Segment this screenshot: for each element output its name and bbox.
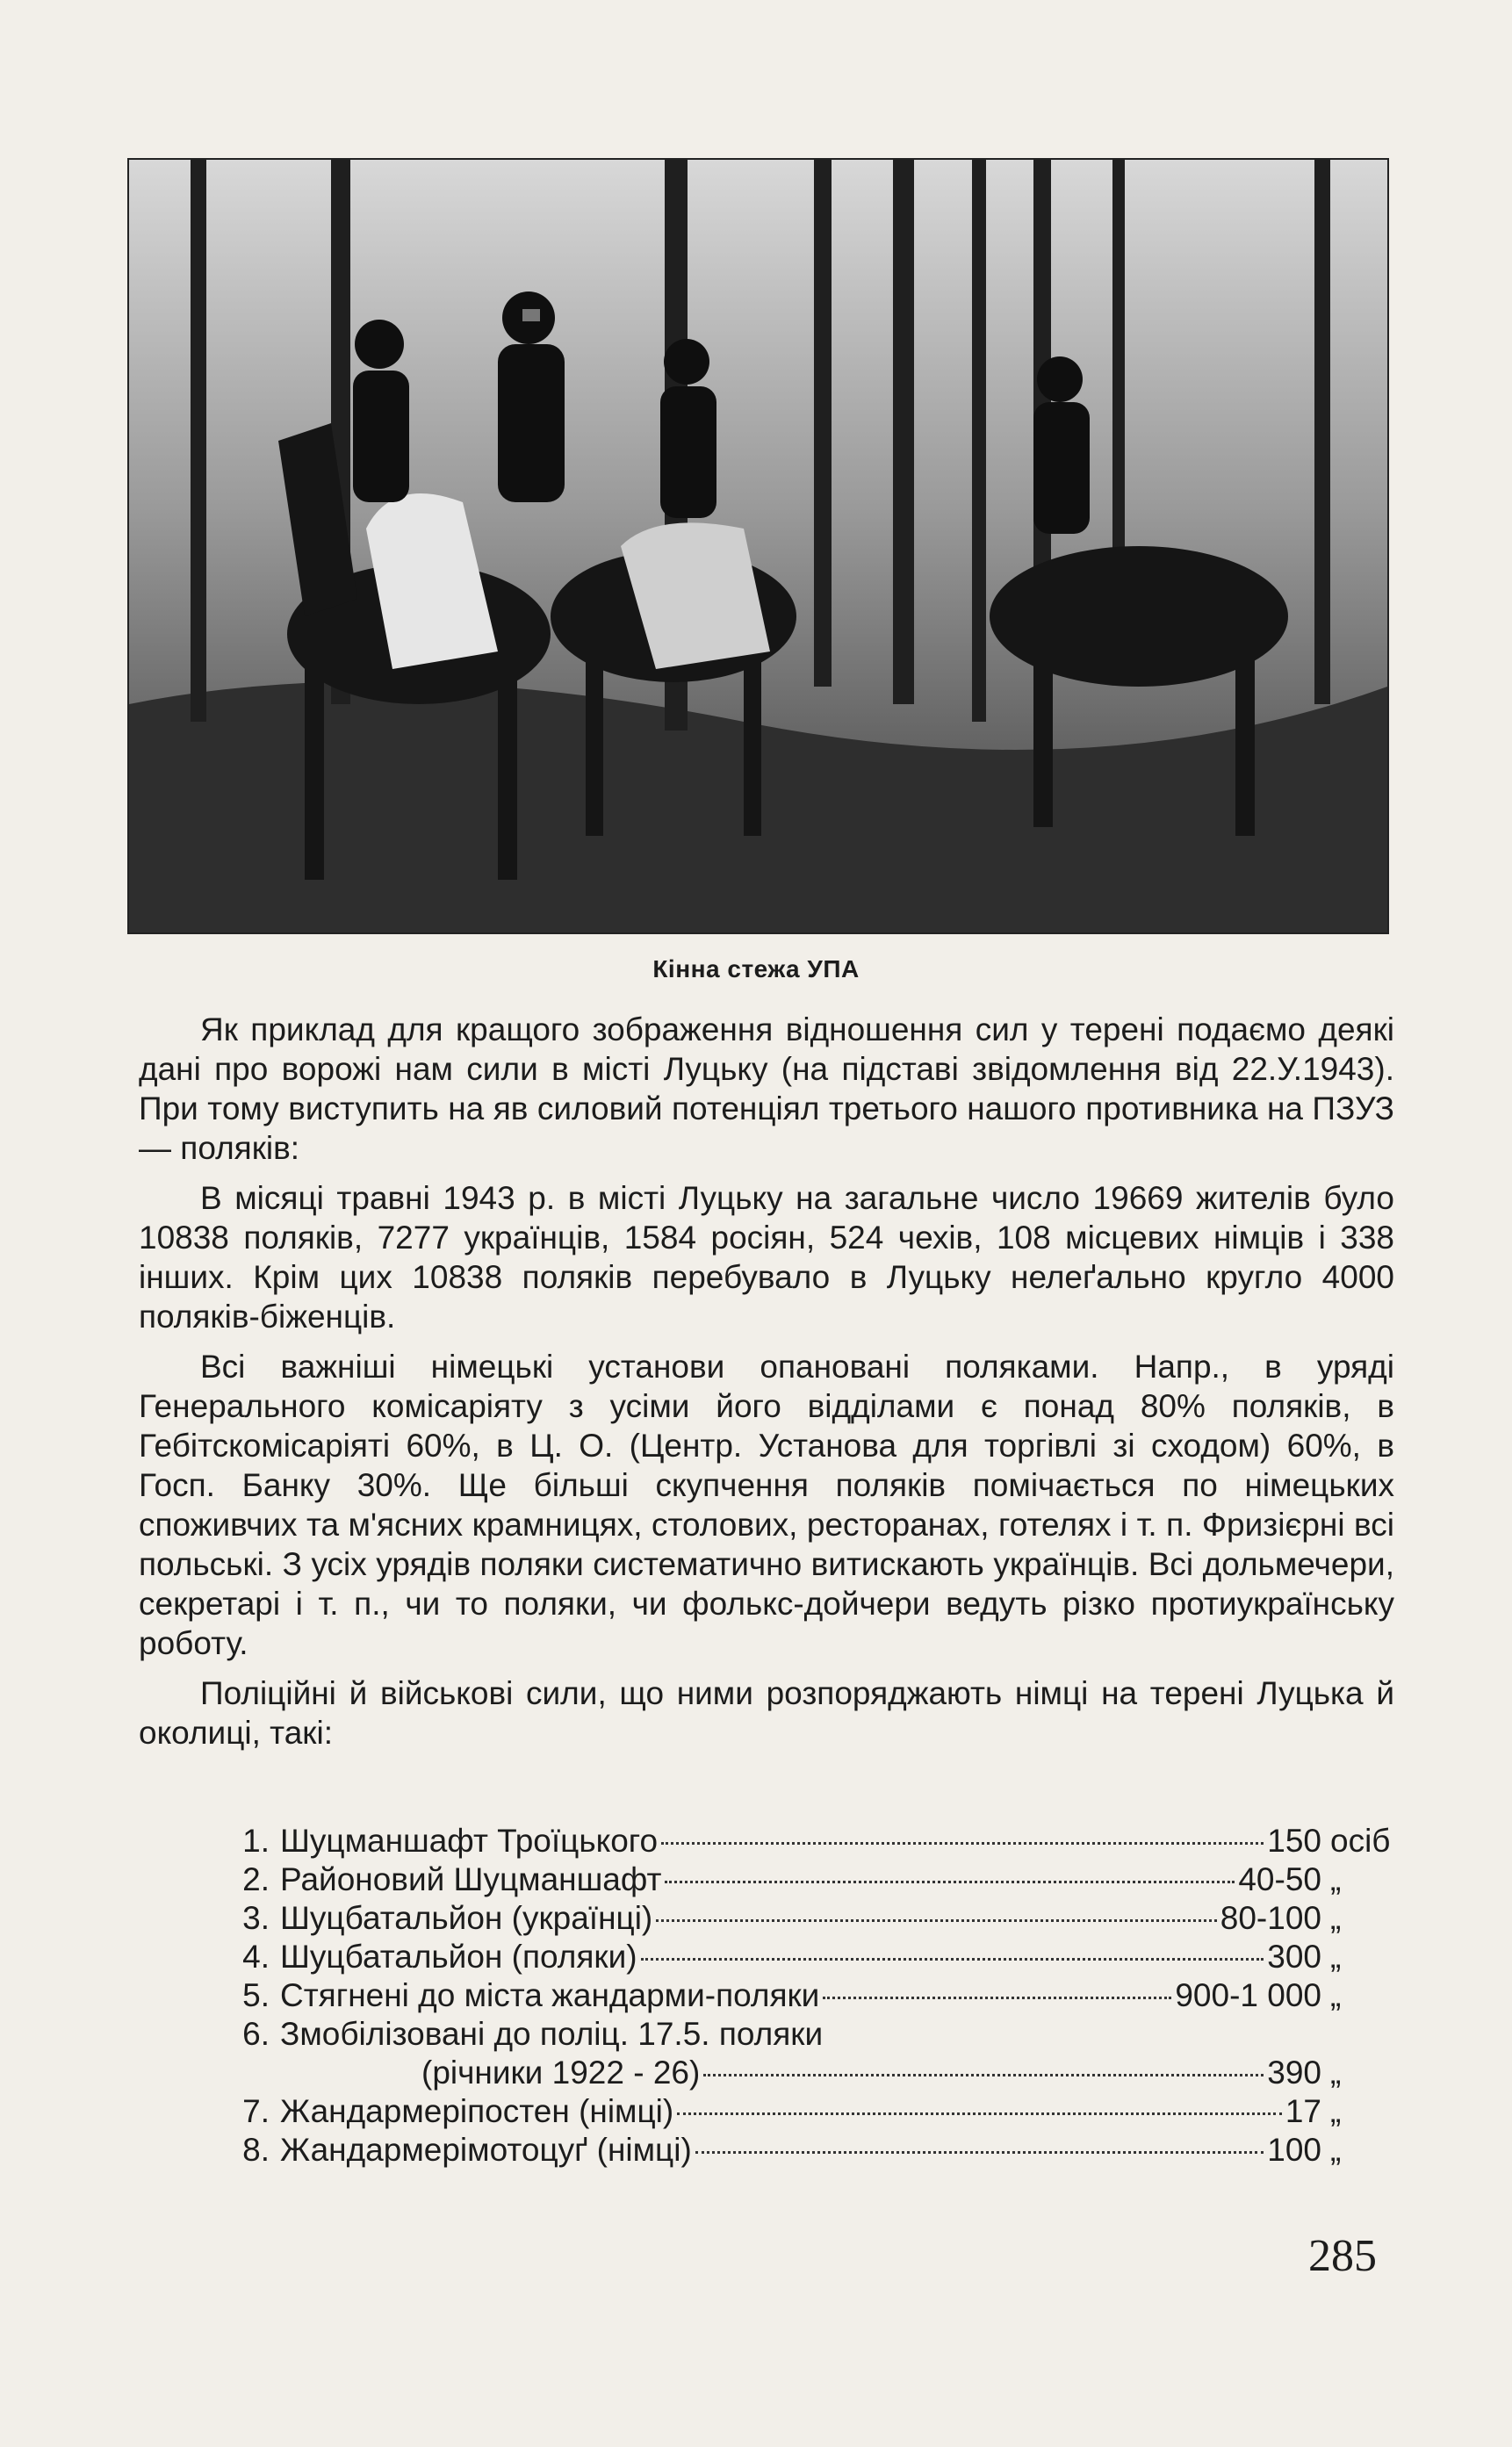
- item-value: 40-50: [1238, 1861, 1321, 1897]
- list-item: [233, 1899, 1383, 1938]
- paragraph-3: Всі важніші німецькі установи опановані поляками. Напр., в уряді Генерального комісаріяту з усіми його відділами є понад 80% поляків, в Гебітскомісаріяті 60%, в Ц. О. (Центр. Установа для торгівлі зі сходом) 60%, в Госп. Банку 30%. Ще більші скупчення поляків помічається по німецьких споживчих та м'ясних крамницях, столових, ресторанах, готелях і т. п. Фризієрні всі польські. З усіх урядів поляки систематично витискають українців. Всі дольмечери, секретарі і т. п., чи то поляки, чи фолькс-дойчери ведуть різко протиукраїнську роботу.: [139, 1349, 1394, 1661]
- list-item-continuation: [233, 2054, 1383, 2092]
- item-label: Районовий Шуцманшафт: [280, 1861, 662, 1897]
- item-label: Жандармеріпостен (німці): [280, 2093, 674, 2129]
- item-unit: „: [1330, 1900, 1342, 1936]
- body-text: [139, 1010, 1394, 1763]
- list-item: [233, 2131, 1383, 2170]
- item-label: Шуцманшафт Троїцького: [280, 1823, 659, 1859]
- item-number: 4.: [242, 1939, 270, 1975]
- photo-caption: Кінна стежа УПА: [652, 955, 860, 982]
- item-number: 3.: [242, 1900, 270, 1936]
- item-label: Змобілізовані до поліц. 17.5. поляки: [280, 2016, 824, 2052]
- dot-leader: [677, 2112, 1282, 2115]
- dot-leader: [703, 2074, 1264, 2076]
- item-number: 2.: [242, 1861, 270, 1897]
- item-unit: „: [1330, 2055, 1342, 2091]
- forces-list: [233, 1822, 1391, 2170]
- item-number: 8.: [242, 2132, 270, 2168]
- item-value: 900-1 000: [1175, 1977, 1321, 2013]
- item-unit: осіб: [1330, 1823, 1391, 1859]
- item-label: (річники 1922 - 26): [421, 2055, 701, 2091]
- item-value: 150: [1267, 1823, 1321, 1859]
- photo-illustration: [129, 160, 1387, 932]
- item-value: 300: [1267, 1939, 1321, 1975]
- list-item: [233, 1938, 1383, 1976]
- dot-leader: [665, 1881, 1235, 1883]
- dot-leader: [695, 2151, 1264, 2154]
- item-unit: „: [1330, 2132, 1342, 2168]
- item-number: 1.: [242, 1823, 270, 1859]
- item-number: 5.: [242, 1977, 270, 2013]
- item-number: 6.: [242, 2016, 270, 2052]
- item-label: Шуцбатальйон (українці): [280, 1900, 653, 1936]
- item-label: Стягнені до міста жандарми-поляки: [280, 1977, 820, 2013]
- dot-leader: [656, 1919, 1217, 1922]
- list-item: [233, 1860, 1383, 1899]
- item-value: 17: [1285, 2093, 1321, 2129]
- paragraph-2: В місяці травні 1943 р. в місті Луцьку на загальне число 19669 жителів було 10838 поляків, 7277 українців, 1584 росіян, 524 чехів, 108 місцевих німців і 338 інших. Крім цих 10838 поляків перебувало в Луцьку нелеґально кругло 4000 поляків-біженців.: [139, 1180, 1394, 1335]
- dot-leader: [661, 1842, 1264, 1845]
- item-value: 100: [1267, 2132, 1321, 2168]
- list-item: [233, 2092, 1383, 2131]
- list-item: [233, 1822, 1391, 1860]
- item-label: Шуцбатальйон (поляки): [280, 1939, 637, 1975]
- list-item: [233, 2015, 1383, 2054]
- paragraph-1: Як приклад для кращого зображення відношення сил у терені подаємо деякі дані про ворожі нам сили в місті Луцьку (на підставі звідомлення від 22.У.1943). При тому виступить на яв силовий потенціял третього нашого противника на ПЗУЗ — поляків:: [139, 1011, 1394, 1166]
- item-value: 390: [1267, 2055, 1321, 2091]
- paragraph-4: Поліційні й військові сили, що ними розпоряджають німці на терені Луцька й околиці, такі:: [139, 1675, 1394, 1751]
- item-label: Жандармерімотоцуґ (німці): [280, 2132, 692, 2168]
- list-item: [233, 1976, 1383, 2015]
- item-unit: „: [1330, 1861, 1342, 1897]
- item-unit: „: [1330, 1977, 1342, 2013]
- dot-leader: [641, 1958, 1264, 1961]
- item-unit: „: [1330, 2093, 1342, 2129]
- photograph-cavalry-patrol: [127, 158, 1389, 934]
- dot-leader: [823, 1997, 1171, 1999]
- item-value: 80-100: [1220, 1900, 1321, 1936]
- item-number: 7.: [242, 2093, 270, 2129]
- item-unit: „: [1330, 1939, 1342, 1975]
- page-number: 285: [1308, 2231, 1377, 2281]
